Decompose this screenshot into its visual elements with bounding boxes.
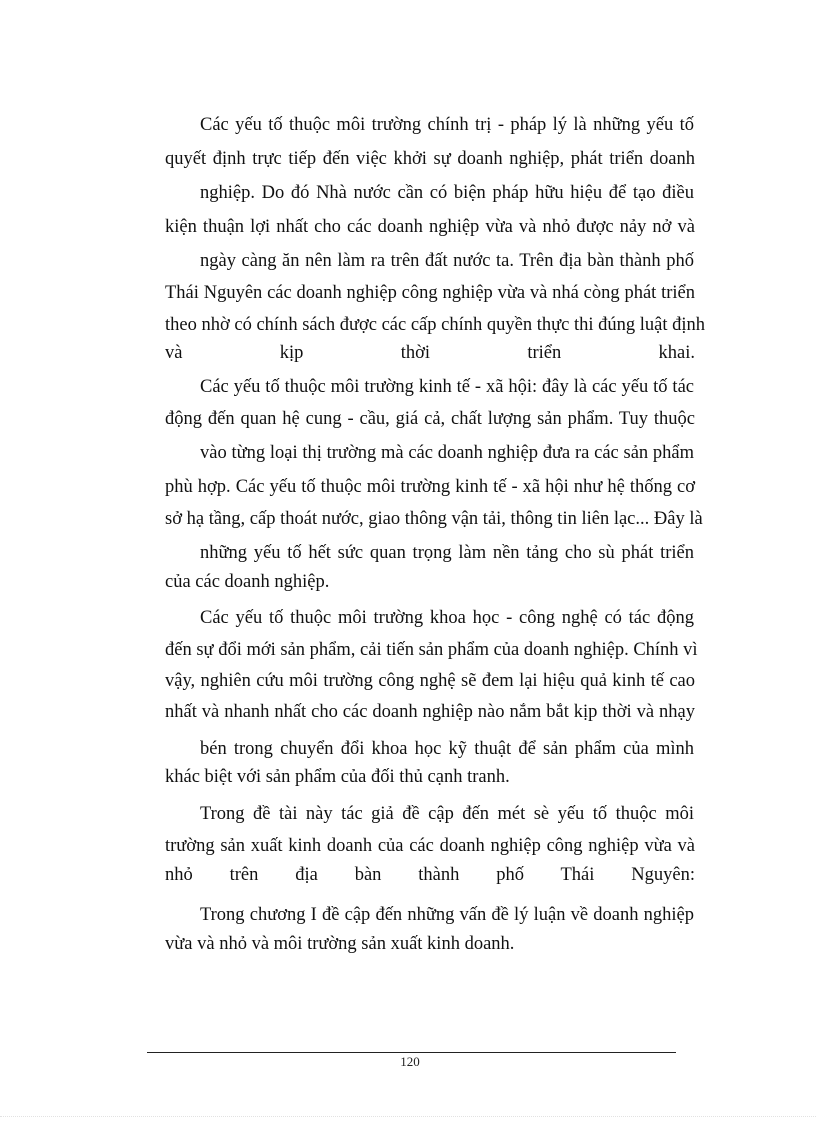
- text-line: sở hạ tầng, cấp thoát nước, giao thông vận tải, thông tin liên lạc... Đây là: [165, 509, 703, 529]
- text-line: động đến quan hệ cung - cầu, giá cả, chất lượng sản phẩm. Tuy thuộc: [165, 409, 695, 429]
- text-line: nhỏ trên địa bàn thành phố Thái Nguyên:: [165, 865, 695, 885]
- text-line: Các yếu tố thuộc môi trường kinh tế - xã hội: đây là các yếu tố tác: [200, 377, 694, 397]
- text-line: đến sự đổi mới sản phẩm, cải tiến sản phẩm của doanh nghiệp. Chính vì: [165, 640, 698, 660]
- text-line: phù hợp. Các yếu tố thuộc môi trường kinh tế - xã hội như hệ thống cơ: [165, 477, 695, 497]
- text-line: Trong chương I đề cập đến những vấn đề lý luận về doanh nghiệp: [200, 905, 694, 925]
- text-line: trường sản xuất kinh doanh của các doanh nghiệp công nghiệp vừa và: [165, 836, 695, 856]
- text-line: và kịp thời triển khai.: [165, 343, 695, 363]
- text-line: quyết định trực tiếp đến việc khởi sự doanh nghiệp, phát triển doanh: [165, 149, 695, 169]
- page-bottom-edge: [0, 1116, 816, 1117]
- text-line: Thái Nguyên các doanh nghiệp công nghiệp vừa và nhá còng phát triển: [165, 283, 695, 303]
- text-line: bén trong chuyển đổi khoa học kỹ thuật để sản phẩm của mình: [200, 739, 694, 759]
- footer-divider: [147, 1052, 676, 1053]
- text-line: Các yếu tố thuộc môi trường chính trị - pháp lý là những yếu tố: [200, 115, 694, 135]
- text-line: Trong đề tài này tác giả đề cập đến mét sè yếu tố thuộc môi: [200, 804, 694, 824]
- page-number: 120: [400, 1054, 420, 1069]
- text-line: khác biệt với sản phẩm của đối thủ cạnh tranh.: [165, 767, 510, 787]
- text-line: vào từng loại thị trường mà các doanh nghiệp đưa ra các sản phẩm: [200, 443, 694, 463]
- text-line: Các yếu tố thuộc môi trường khoa học - công nghệ có tác động: [200, 608, 694, 628]
- text-line: của các doanh nghiệp.: [165, 572, 330, 592]
- text-line: nghiệp. Do đó Nhà nước cần có biện pháp hữu hiệu để tạo điều: [200, 183, 694, 203]
- text-line: ngày càng ăn nên làm ra trên đất nước ta. Trên địa bàn thành phố: [200, 251, 694, 271]
- text-line: vừa và nhỏ và môi trường sản xuất kinh doanh.: [165, 934, 515, 954]
- text-line: nhất và nhanh nhất cho các doanh nghiệp nào nắm bắt kịp thời và nhạy: [165, 702, 695, 722]
- text-line: những yếu tố hết sức quan trọng làm nền tảng cho sù phát triển: [200, 543, 694, 563]
- text-line: theo nhờ có chính sách được các cấp chính quyền thực thi đúng luật định: [165, 315, 705, 335]
- text-line: kiện thuận lợi nhất cho các doanh nghiệp vừa và nhỏ được nảy nở và: [165, 217, 695, 237]
- text-line: vậy, nghiên cứu môi trường công nghệ sẽ đem lại hiệu quả kinh tế cao: [165, 671, 695, 691]
